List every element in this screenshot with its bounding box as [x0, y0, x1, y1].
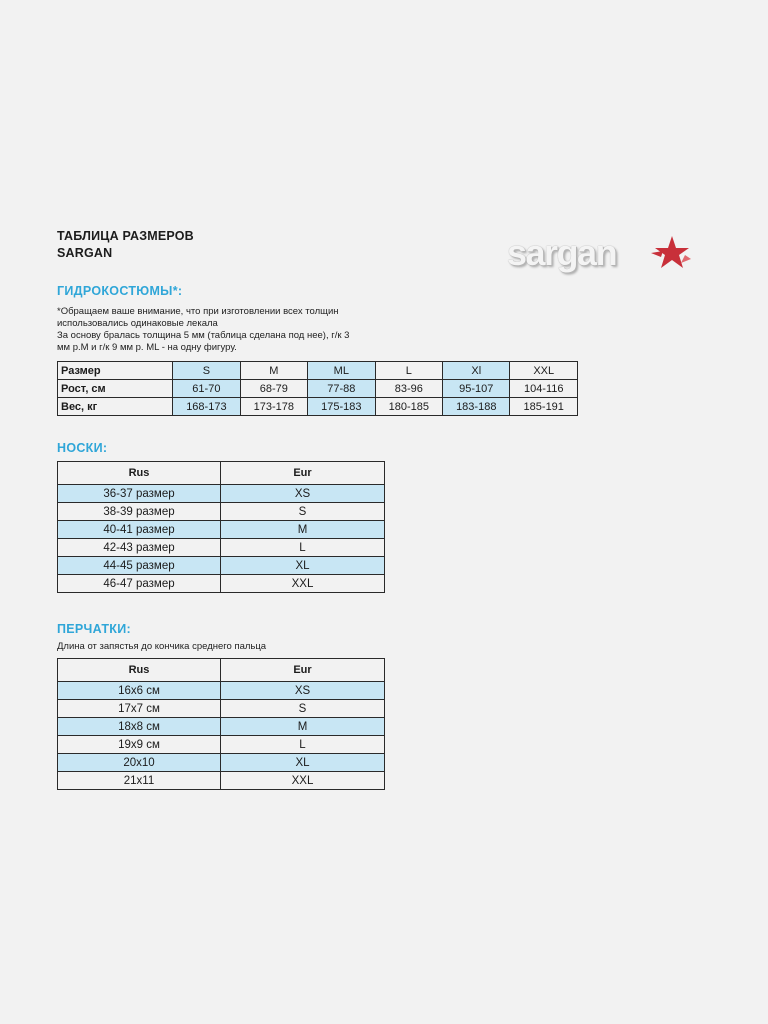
eur-size-cell: S [221, 700, 385, 718]
eur-size-cell: XS [221, 485, 385, 503]
table-row [58, 575, 385, 593]
table-row [58, 521, 385, 539]
table-row [58, 539, 385, 557]
size-cell: XXL [510, 362, 578, 380]
rus-size-cell: 16х6 см [58, 682, 221, 700]
eur-size-cell: M [221, 521, 385, 539]
row-label: Вес, кг [58, 398, 173, 416]
column-header-eur: Eur [221, 462, 385, 485]
size-cell: ML [308, 362, 375, 380]
weight-cell: 180-185 [375, 398, 442, 416]
table-row [58, 682, 385, 700]
wetsuit-size-table [57, 361, 578, 416]
rus-size-cell: 21х11 [58, 772, 221, 790]
size-cell: M [240, 362, 307, 380]
rus-size-cell: 38-39 размер [58, 503, 221, 521]
document-title: ТАБЛИЦА РАЗМЕРОВ [57, 229, 194, 243]
row-label: Размер [58, 362, 173, 380]
table-row [58, 718, 385, 736]
wetsuits-heading: ГИДРОКОСТЮМЫ*: [57, 284, 183, 298]
weight-cell: 183-188 [443, 398, 510, 416]
height-cell: 68-79 [240, 380, 307, 398]
height-cell: 61-70 [173, 380, 240, 398]
height-cell: 83-96 [375, 380, 442, 398]
table-row [58, 362, 578, 380]
weight-cell: 185-191 [510, 398, 578, 416]
size-cell: L [375, 362, 442, 380]
rus-size-cell: 20х10 [58, 754, 221, 772]
rus-size-cell: 46-47 размер [58, 575, 221, 593]
column-header-rus: Rus [58, 659, 221, 682]
table-row [58, 772, 385, 790]
eur-size-cell: XL [221, 754, 385, 772]
weight-cell: 175-183 [308, 398, 375, 416]
rus-size-cell: 40-41 размер [58, 521, 221, 539]
rus-size-cell: 19х9 см [58, 736, 221, 754]
star-icon [647, 233, 697, 273]
size-cell: Xl [443, 362, 510, 380]
height-cell: 104-116 [510, 380, 578, 398]
socks-size-table [57, 461, 385, 593]
eur-size-cell: L [221, 736, 385, 754]
brand-subtitle: SARGAN [57, 246, 113, 260]
note-line: За основу бралась толщина 5 мм (таблица сделана под нее), г/к 3 [57, 330, 350, 341]
wetsuits-note [57, 306, 349, 354]
row-label: Рост, см [58, 380, 173, 398]
gloves-size-table [57, 658, 385, 790]
table-row [58, 700, 385, 718]
eur-size-cell: S [221, 503, 385, 521]
table-row [58, 485, 385, 503]
rus-size-cell: 44-45 размер [58, 557, 221, 575]
note-line: использовались одинаковые лекала [57, 318, 218, 329]
table-header-row [58, 462, 385, 485]
weight-cell: 173-178 [240, 398, 307, 416]
eur-size-cell: M [221, 718, 385, 736]
note-line: мм р.М и г/к 9 мм р. ML - на одну фигуру. [57, 342, 237, 353]
table-row [58, 557, 385, 575]
eur-size-cell: XXL [221, 772, 385, 790]
socks-heading: НОСКИ: [57, 441, 108, 455]
eur-size-cell: XS [221, 682, 385, 700]
note-line: *Обращаем ваше внимание, что при изготовлении всех толщин [57, 306, 339, 317]
rus-size-cell: 36-37 размер [58, 485, 221, 503]
eur-size-cell: L [221, 539, 385, 557]
size-cell: S [173, 362, 240, 380]
height-cell: 77-88 [308, 380, 375, 398]
table-row [58, 754, 385, 772]
column-header-eur: Eur [221, 659, 385, 682]
rus-size-cell: 42-43 размер [58, 539, 221, 557]
rus-size-cell: 18х8 см [58, 718, 221, 736]
column-header-rus: Rus [58, 462, 221, 485]
sargan-logo [505, 230, 705, 276]
height-cell: 95-107 [443, 380, 510, 398]
gloves-note: Длина от запястья до кончика среднего пальца [57, 641, 267, 652]
table-header-row [58, 659, 385, 682]
gloves-heading: ПЕРЧАТКИ: [57, 622, 131, 636]
weight-cell: 168-173 [173, 398, 240, 416]
table-row [58, 380, 578, 398]
eur-size-cell: XL [221, 557, 385, 575]
table-row [58, 398, 578, 416]
table-row [58, 503, 385, 521]
logo-wordmark: sargan [507, 232, 617, 273]
rus-size-cell: 17х7 см [58, 700, 221, 718]
eur-size-cell: XXL [221, 575, 385, 593]
table-row [58, 736, 385, 754]
